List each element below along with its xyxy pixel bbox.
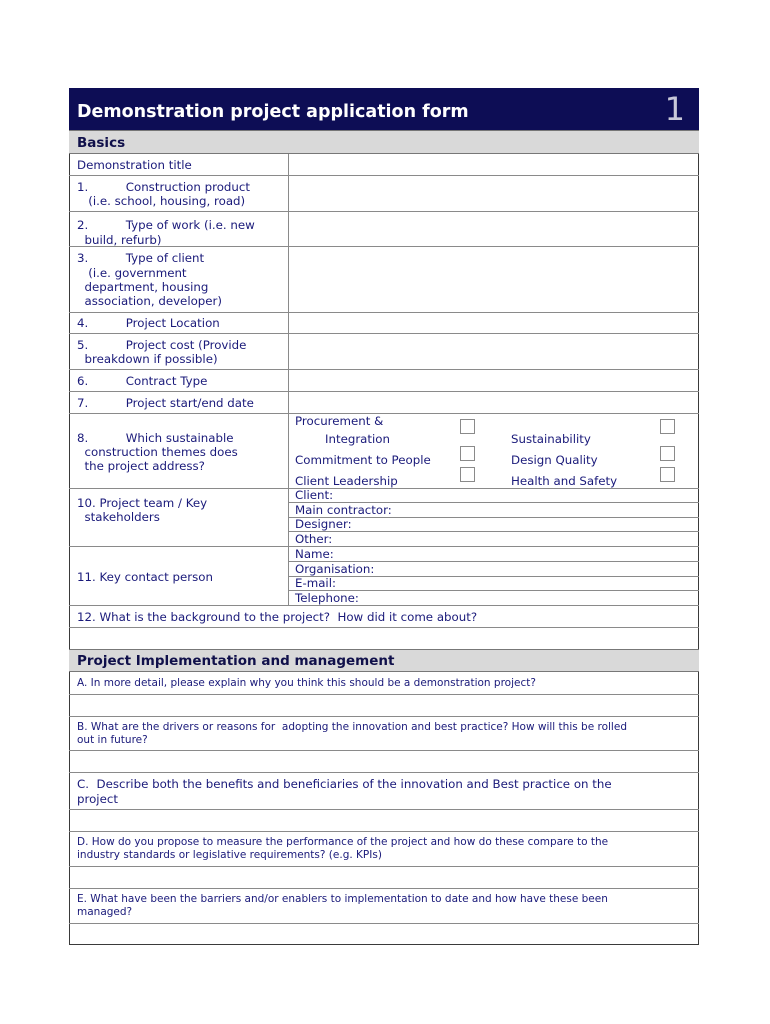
procurement-checkbox[interactable] xyxy=(460,419,475,434)
question-d: D. How do you propose to measure the performance of the project and how do these compare to the xyxy=(77,836,609,848)
label-sustainable-themes-2: construction themes does xyxy=(77,445,238,459)
section-implementation-label: Project Implementation and management xyxy=(77,653,395,669)
health-safety-checkbox[interactable] xyxy=(660,467,675,482)
label-project-location: 4. Project Location xyxy=(77,316,220,330)
contract-type-field[interactable] xyxy=(289,370,698,391)
answer-e-field[interactable] xyxy=(70,924,698,944)
leadership-checkbox[interactable] xyxy=(460,467,475,482)
contact-email-label: E-mail: xyxy=(295,576,336,590)
theme-sustainability-label: Sustainability xyxy=(511,432,591,446)
label-sustainable-themes: 8. Which sustainable xyxy=(77,431,234,445)
label-contract-type: 6. Contract Type xyxy=(77,374,208,388)
row-divider xyxy=(69,605,699,606)
question-e: E. What have been the barriers and/or enablers to implementation to date and how have these been xyxy=(77,893,608,905)
team-client-label: Client: xyxy=(295,488,334,502)
theme-health-label: Health and Safety xyxy=(511,474,618,488)
section-implementation xyxy=(69,649,699,672)
label-type-of-client-hint-2: department, housing xyxy=(77,280,209,294)
form-title: Demonstration project application form xyxy=(77,102,469,122)
construction-product-field[interactable] xyxy=(289,176,698,211)
label-project-cost: 5. Project cost (Provide xyxy=(77,338,247,352)
project-cost-field[interactable] xyxy=(289,334,698,369)
theme-commitment-label: Commitment to People xyxy=(295,453,431,467)
contact-name-label: Name: xyxy=(295,547,334,561)
theme-design-label: Design Quality xyxy=(511,453,598,467)
type-of-client-field[interactable] xyxy=(289,247,698,312)
label-key-contact: 11. Key contact person xyxy=(77,570,213,584)
demonstration-title-field[interactable] xyxy=(289,155,698,175)
answer-c-field[interactable] xyxy=(70,810,698,831)
question-a: A. In more detail, please explain why you think this should be a demonstration project? xyxy=(77,677,536,689)
section-basics xyxy=(69,130,699,154)
question-b-cont: out in future? xyxy=(77,734,148,746)
question-d-cont: industry standards or legislative requirements? (e.g. KPIs) xyxy=(77,849,382,861)
label-start-end-date: 7. Project start/end date xyxy=(77,396,254,410)
label-type-of-client-hint-1: (i.e. government xyxy=(77,266,187,280)
start-end-date-field[interactable] xyxy=(289,392,698,413)
page-number: 1 xyxy=(664,90,685,128)
question-c-cont: project xyxy=(77,792,118,806)
team-other-label: Other: xyxy=(295,532,333,546)
project-location-field[interactable] xyxy=(289,313,698,333)
type-of-work-field[interactable] xyxy=(289,212,698,246)
row-divider xyxy=(69,772,699,773)
answer-b-field[interactable] xyxy=(70,751,698,772)
label-project-team: 10. Project team / Key xyxy=(77,496,208,510)
background-answer-field[interactable] xyxy=(70,628,698,649)
label-demonstration-title: Demonstration title xyxy=(77,158,192,172)
design-quality-checkbox[interactable] xyxy=(660,446,675,461)
answer-d-field[interactable] xyxy=(70,867,698,888)
question-b: B. What are the drivers or reasons for adopting the innovation and best practice? How will this be rolled xyxy=(77,721,627,733)
question-c: C. Describe both the benefits and beneficiaries of the innovation and Best practice on the xyxy=(77,777,612,791)
section-basics-label: Basics xyxy=(77,135,126,151)
theme-procurement-label-2: Integration xyxy=(325,432,391,446)
label-project-cost-hint: breakdown if possible) xyxy=(77,352,218,366)
row-divider xyxy=(69,413,699,414)
answer-a-field[interactable] xyxy=(70,695,698,716)
label-type-of-client-hint-3: association, developer) xyxy=(77,294,223,308)
row-divider xyxy=(69,888,699,889)
contact-telephone-label: Telephone: xyxy=(295,591,359,605)
row-divider xyxy=(69,831,699,832)
row-divider xyxy=(69,716,699,717)
question-e-cont: managed? xyxy=(77,906,133,918)
commitment-checkbox[interactable] xyxy=(460,446,475,461)
theme-leadership-label: Client Leadership xyxy=(295,474,398,488)
theme-procurement-label: Procurement & xyxy=(295,414,384,428)
team-designer-label: Designer: xyxy=(295,517,352,531)
sustainability-checkbox[interactable] xyxy=(660,419,675,434)
label-construction-product-hint: (i.e. school, housing, road) xyxy=(77,194,246,208)
label-background-question: 12. What is the background to the project? How did it come about? xyxy=(77,610,478,624)
row-divider xyxy=(69,546,699,547)
label-project-team-2: stakeholders xyxy=(77,510,160,524)
label-sustainable-themes-3: the project address? xyxy=(77,459,205,473)
contact-organisation-label: Organisation: xyxy=(295,562,375,576)
label-construction-product: 1. Construction product xyxy=(77,180,250,194)
label-type-of-work-hint: build, refurb) xyxy=(77,233,162,247)
team-contractor-label: Main contractor: xyxy=(295,503,392,517)
label-type-of-client: 3. Type of client xyxy=(77,251,205,265)
label-type-of-work: 2. Type of work (i.e. new xyxy=(77,218,255,232)
form-header xyxy=(69,88,699,130)
